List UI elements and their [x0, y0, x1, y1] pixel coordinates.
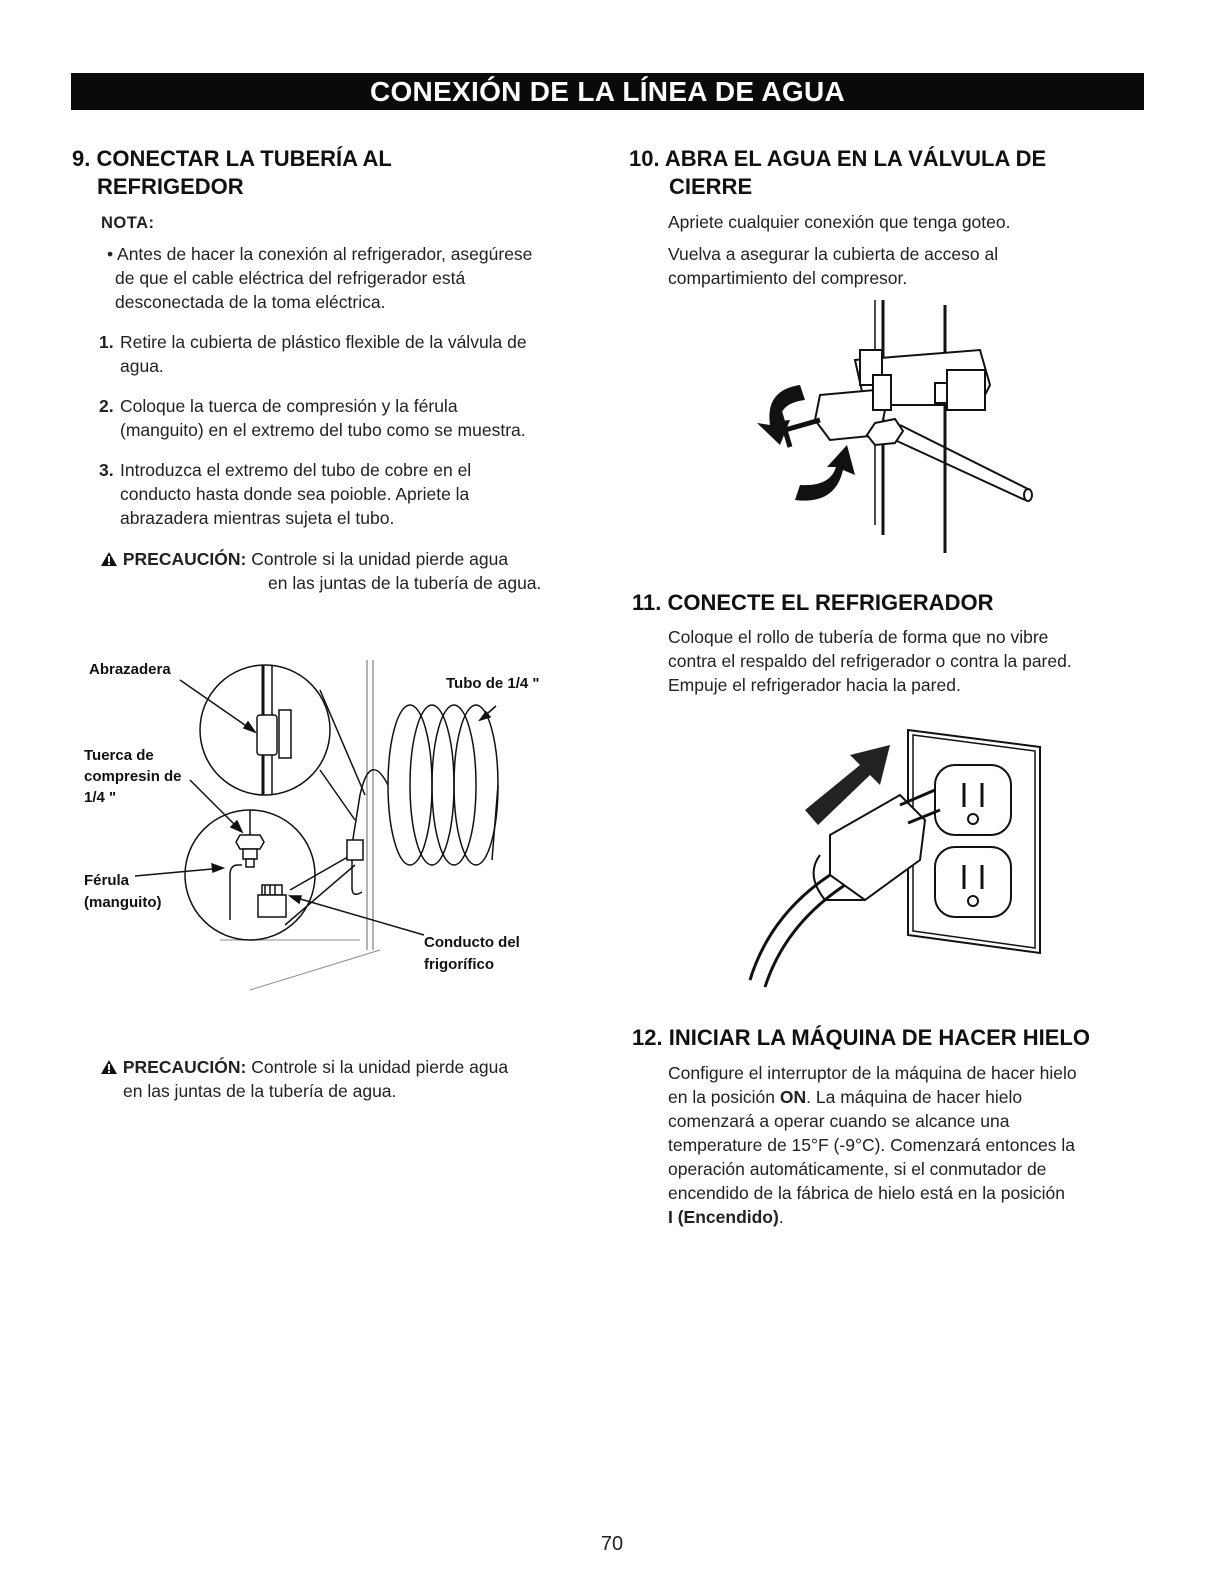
section-12-line2 — [668, 1085, 1022, 1109]
section-10-number: 10. — [629, 146, 660, 171]
step-3-line1: Introduzca el extremo del tubo de cobre en el — [120, 460, 472, 480]
label-tubo: Tubo de 1/4 " — [446, 675, 540, 692]
label-ferula-line2: (manguito) — [84, 894, 162, 911]
step-2-number: 2. — [99, 396, 114, 416]
label-abrazadera: Abrazadera — [89, 661, 171, 678]
caution-2-label: PRECAUCIÓN: — [122, 1057, 247, 1077]
section-12-line7-post: . — [778, 1207, 784, 1227]
caution-1-label: PRECAUCIÓN: — [122, 549, 247, 569]
label-tuerca-line3: 1/4 " — [84, 789, 117, 806]
step-3-line2: conducto hasta donde sea poioble. Apriete la — [120, 484, 470, 504]
section-12-line2-pre: en la posición — [668, 1087, 780, 1107]
section-12-line6: encendido de la fábrica de hielo está en la posición — [668, 1183, 1065, 1203]
page-banner: CONEXIÓN DE LA LÍNEA DE AGUA — [71, 73, 1144, 110]
section-11-line2: contra el respaldo del refrigerador o contra la pared. — [668, 651, 1072, 671]
section-12-line7 — [668, 1205, 784, 1229]
section-11-heading — [632, 590, 993, 616]
page-number: 70 — [600, 1533, 624, 1555]
section-12-line1: Configure el interruptor de la máquina de hacer hielo — [668, 1063, 1077, 1083]
caution-2-line2: en las juntas de la tubería de agua. — [123, 1081, 397, 1101]
caution-1 — [100, 547, 508, 571]
section-10-p2-line2: compartimiento del compresor. — [668, 268, 908, 288]
label-ferula-line1: Férula — [84, 872, 130, 889]
step-1-number: 1. — [99, 332, 114, 352]
label-conducto-line2: frigorífico — [424, 956, 494, 973]
section-12-line3: comenzará a operar cuando se alcance una — [668, 1111, 1010, 1131]
caution-2 — [100, 1055, 508, 1079]
warning-icon — [100, 551, 118, 567]
section-9-number: 9. — [72, 146, 91, 171]
section-10-title-line1: ABRA EL AGUA EN LA VÁLVULA DE — [664, 146, 1047, 171]
section-11-line3: Empuje el refrigerador hacia la pared. — [668, 675, 961, 695]
section-11-title: CONECTE EL REFRIGERADOR — [667, 590, 994, 615]
section-10-title-line2: CIERRE — [669, 174, 753, 199]
step-2-line2: (manguito) en el extremo del tubo como se muestra. — [120, 420, 526, 440]
step-1 — [99, 330, 599, 378]
section-9-title-line1: CONECTAR LA TUBERÍA AL — [96, 146, 392, 171]
step-1-line2: agua. — [120, 356, 164, 376]
section-12-line2-post: . La máquina de hacer hielo — [806, 1087, 1023, 1107]
section-9-heading — [72, 146, 392, 172]
step-3-number: 3. — [99, 460, 114, 480]
section-12-line4: temperature de 15°F (-9°C). Comenzará entonces la — [668, 1135, 1075, 1155]
label-tuerca-line1: Tuerca de — [84, 747, 154, 764]
step-2 — [99, 394, 599, 442]
section-12-number: 12. — [632, 1025, 663, 1050]
section-12-title: INICIAR LA MÁQUINA DE HACER HIELO — [668, 1025, 1090, 1050]
step-3 — [99, 458, 599, 530]
section-12-heading — [632, 1025, 1090, 1051]
caution-1-line2: en las juntas de la tubería de agua. — [268, 573, 542, 593]
section-12-on: ON — [779, 1087, 807, 1107]
step-3-line3: abrazadera mientras sujeta el tubo. — [120, 508, 395, 528]
note-line-1: • Antes de hacer la conexión al refrigerador, asegúrese — [107, 244, 533, 264]
tubing-connection-illustration — [80, 620, 640, 1020]
caution-2-line1: Controle si la unidad pierde agua — [251, 1057, 509, 1077]
label-tuerca-line2: compresin de — [84, 768, 182, 785]
section-10-p2-line1: Vuelva a asegurar la cubierta de acceso al — [668, 244, 999, 264]
section-10-heading — [629, 146, 1046, 172]
section-12-encendido: I (Encendido) — [668, 1207, 779, 1227]
section-11-line1: Coloque el rollo de tubería de forma que no vibre — [668, 627, 1049, 647]
caution-1-line1: Controle si la unidad pierde agua — [251, 549, 509, 569]
label-conducto-line1: Conducto del — [424, 934, 520, 951]
section-12-line5: operación automáticamente, si el conmutador de — [668, 1159, 1047, 1179]
shutoff-valve-illustration — [735, 295, 1035, 555]
step-1-line1: Retire la cubierta de plástico flexible de la válvula de — [120, 332, 527, 352]
note-line-3: desconectada de la toma eléctrica. — [115, 292, 386, 312]
section-11-number: 11. — [632, 590, 662, 615]
section-9-title-line2: REFRIGEDOR — [97, 174, 244, 199]
outlet-plug-illustration — [730, 725, 1070, 995]
note-label: NOTA: — [101, 214, 155, 232]
step-2-line1: Coloque la tuerca de compresión y la férula — [120, 396, 458, 416]
note-line-2: de que el cable eléctrica del refrigerador está — [115, 268, 466, 288]
section-10-p1: Apriete cualquier conexión que tenga goteo. — [668, 212, 1011, 232]
warning-icon — [100, 1059, 118, 1075]
